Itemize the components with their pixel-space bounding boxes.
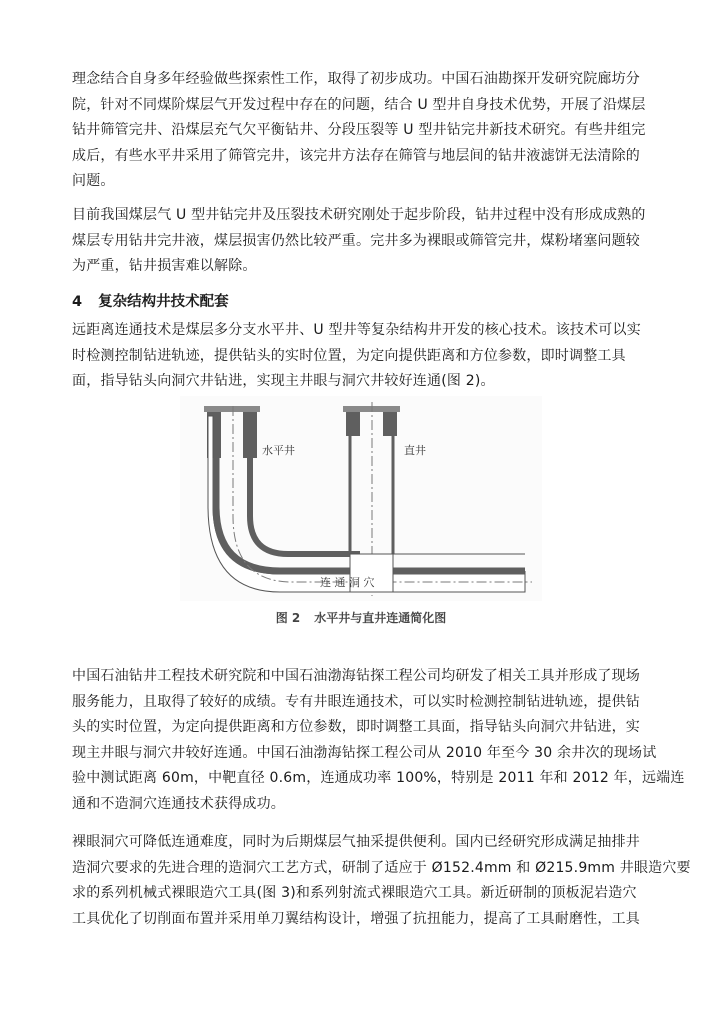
figure-number: 图 2 [275, 611, 301, 625]
text-line: 验中测试距离 60m，中靶直径 0.6m，连通成功率 100%，特别是 2011 年和 2012 年，远端连 [72, 770, 685, 786]
text-line: 现主井眼与洞穴井较好连通。中国石油渤海钻探工程公司从 2010 年至今 30 余井次的现场试 [72, 744, 657, 761]
text-line: 服务能力，且取得了较好的成绩。专有井眼连通技术，可以实时检测控制钻进轨迹，提供钻 [72, 693, 640, 710]
figure-2 [180, 396, 542, 636]
vertical-well-casing-right [383, 410, 397, 436]
text-line: 工具优化了切削面布置并采用单刀翼结构设计，增强了抗扭能力，提高了工具耐磨性，工具 [72, 910, 640, 927]
section-title: 复杂结构井技术配套 [98, 294, 229, 310]
well-connection-diagram [180, 396, 542, 606]
paragraph-1 [72, 67, 652, 195]
text-line: 远距离连通技术是煤层多分支水平井、U 型井等复杂结构井开发的核心技术。该技术可以实 [72, 322, 641, 338]
figure-title: 水平井与直井连通简化图 [314, 611, 447, 625]
text-line: 时检测控制钻进轨迹，提供钻头的实时位置，为定向提供距离和方位参数，即时调整工具 [72, 347, 626, 364]
text-line: 造洞穴要求的先进合理的造洞穴工艺方式，研制了适应于 Ø152.4mm 和 Ø215.9mm 井眼造穴要 [72, 859, 691, 876]
text-line: 为严重，钻井损害难以解除。 [72, 258, 257, 274]
text-line: 问题。 [72, 173, 115, 189]
figure-caption [180, 609, 542, 626]
label-horizontal-well: 水平井 [262, 444, 295, 457]
horizontal-well-casing-right [243, 410, 257, 458]
text-line: 面，指导钻头向洞穴井钻进，实现主井眼与洞穴井较好连通(图 2)。 [72, 373, 495, 389]
vertical-well-casing-left [346, 410, 360, 436]
text-line: 目前我国煤层气 U 型井钻完井及压裂技术研究刚处于起步阶段，钻井过程中没有形成成熟的 [72, 207, 646, 223]
paragraph-3 [72, 318, 652, 395]
text-line: 钻井筛管完井、沿煤层充气欠平衡钻井、分段压裂等 U 型井钻完井新技术研究。有些井组完 [72, 122, 646, 138]
paragraph-2 [72, 203, 652, 280]
section-number: 4 [72, 294, 83, 310]
paragraph-4 [72, 664, 685, 817]
text-line: 成后，有些水平井采用了筛管完井，该完井方法存在筛管与地层间的钻井液滤饼无法清除的 [72, 147, 640, 164]
text-line: 煤层专用钻井完井液，煤层损害仍然比较严重。完井多为裸眼或筛管完井，煤粉堵塞问题较 [72, 232, 640, 249]
text-line: 中国石油钻井工程技术研究院和中国石油渤海钻探工程公司均研发了相关工具并形成了现场 [72, 668, 640, 684]
section-heading [72, 291, 229, 313]
text-line: 院，针对不同煤阶煤层气开发过程中存在的问题，结合 U 型井自身技术优势，开展了沿煤层 [72, 96, 646, 113]
text-line: 理念结合自身多年经验做些探索性工作，取得了初步成功。中国石油勘探开发研究院廊坊分 [72, 71, 640, 87]
text-line: 头的实时位置，为定向提供距离和方位参数，即时调整工具面，指导钻头向洞穴井钻进，实 [72, 719, 640, 735]
text-line: 裸眼洞穴可降低连通难度，同时为后期煤层气抽采提供便利。国内已经研究形成满足抽排井 [72, 834, 640, 850]
label-vertical-well: 直井 [404, 444, 426, 457]
text-line: 求的系列机械式裸眼造穴工具(图 3)和系列射流式裸眼造穴工具。新近研制的顶板泥岩造穴 [72, 885, 637, 901]
label-connection-cavity: 连 通 洞 穴 [320, 576, 375, 589]
paragraph-5 [72, 830, 691, 932]
text-line: 通和不造洞穴连通技术获得成功。 [72, 795, 285, 812]
horizontal-well-cap [204, 406, 260, 412]
